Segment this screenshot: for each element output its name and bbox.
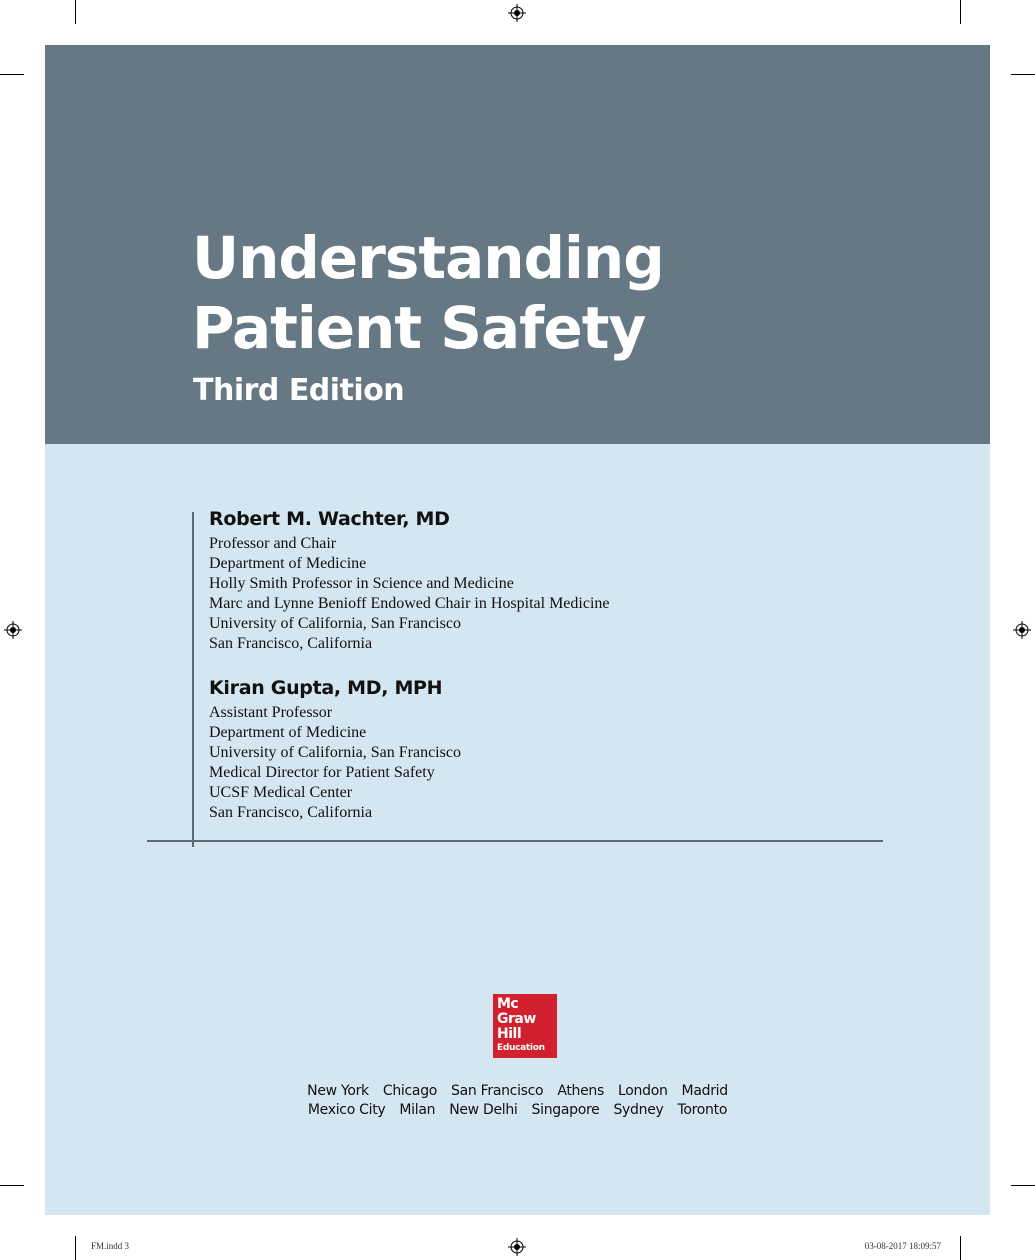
city: Sydney (613, 1102, 664, 1118)
city: Mexico City (307, 1102, 386, 1118)
city: Madrid (681, 1083, 728, 1099)
publisher-cities-row (45, 1102, 990, 1118)
book-edition: Third Edition (193, 373, 405, 408)
slug-filename: FM.indd 3 (91, 1241, 130, 1251)
crop-mark (960, 1236, 961, 1260)
logo-text: Graw (497, 1011, 536, 1027)
crop-mark (0, 74, 24, 75)
author-affiliation: San Francisco, California (209, 804, 373, 821)
author-affiliation: University of California, San Francisco (209, 615, 461, 632)
city: Toronto (677, 1102, 728, 1118)
city: New York (307, 1083, 369, 1099)
registration-mark-icon (4, 621, 22, 639)
crop-mark (1011, 74, 1035, 75)
author-affiliation: Marc and Lynne Benioff Endowed Chair in Hospital Medicine (209, 595, 610, 612)
city: New Delhi (449, 1102, 518, 1118)
logo-text: Education (497, 1043, 545, 1053)
crop-mark (1011, 1185, 1035, 1186)
registration-mark-icon (1013, 621, 1031, 639)
author-affiliation: San Francisco, California (209, 635, 373, 652)
author-affiliation: UCSF Medical Center (209, 784, 353, 801)
logo-text: Hill (497, 1026, 522, 1042)
author-affiliation: Department of Medicine (209, 724, 367, 741)
publisher-cities-row (45, 1083, 990, 1099)
city: Athens (557, 1083, 605, 1099)
title-page (45, 45, 990, 1215)
city: London (618, 1083, 668, 1099)
crop-mark (75, 1236, 76, 1260)
author-affiliation: Professor and Chair (209, 535, 337, 552)
book-title-line: Patient Safety (192, 294, 646, 362)
author-name: Robert M. Wachter, MD (209, 508, 450, 530)
author-affiliation: Medical Director for Patient Safety (209, 764, 435, 781)
book-title (192, 223, 664, 363)
horizontal-rule (147, 840, 883, 842)
publisher-logo (493, 994, 557, 1058)
registration-mark-icon (508, 4, 526, 22)
author-block (209, 508, 610, 654)
book-title-line: Understanding (192, 224, 664, 292)
city: Milan (399, 1102, 436, 1118)
author-affiliation: University of California, San Francisco (209, 744, 461, 761)
crop-mark (960, 0, 961, 24)
logo-text: Mc (497, 996, 519, 1012)
slug-timestamp: 03-08-2017 18:09:57 (864, 1241, 941, 1251)
author-name: Kiran Gupta, MD, MPH (209, 677, 443, 699)
city: San Francisco (451, 1083, 544, 1099)
title-banner (45, 45, 990, 444)
crop-mark (0, 1185, 24, 1186)
author-affiliation: Department of Medicine (209, 555, 367, 572)
registration-mark-icon (508, 1238, 526, 1256)
author-affiliation: Holly Smith Professor in Science and Medicine (209, 575, 514, 592)
crop-mark (75, 0, 76, 24)
author-affiliation: Assistant Professor (209, 704, 333, 721)
author-block (209, 677, 461, 823)
city: Chicago (382, 1083, 438, 1099)
city: Singapore (531, 1102, 600, 1118)
vertical-rule (192, 512, 194, 847)
